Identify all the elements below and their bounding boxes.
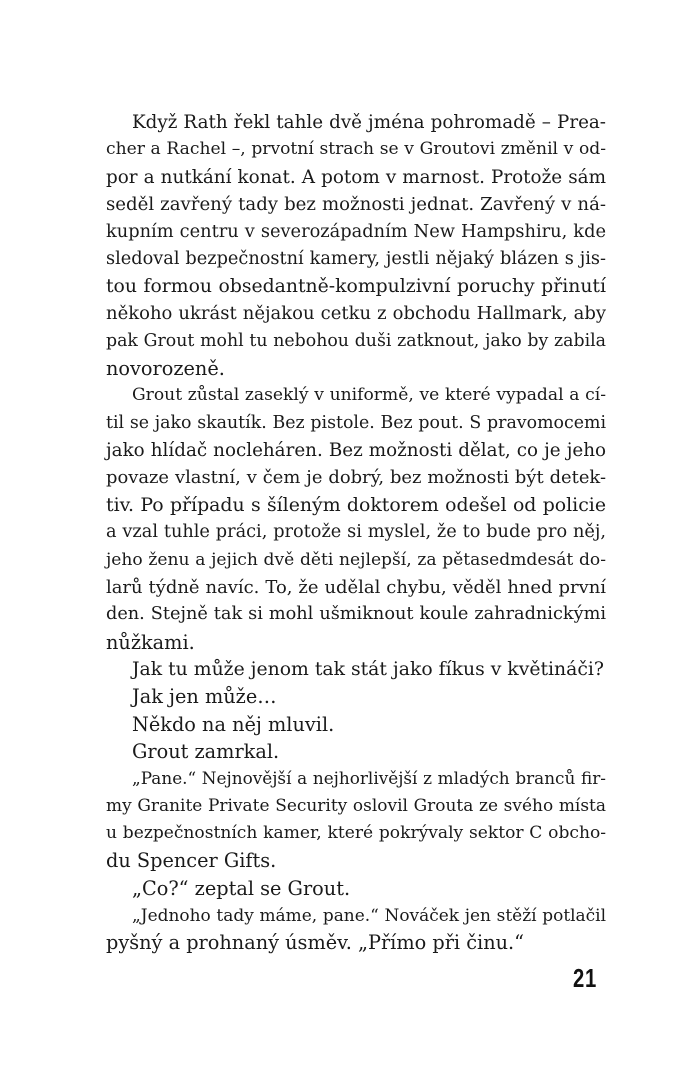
text-line: kupním centru v severozápadním New Hampshiru, kde bbox=[106, 221, 606, 243]
text-line: nůžkami. bbox=[106, 630, 195, 654]
text-line: Grout zůstal zaseklý v uniformě, ve které vypadal a cí- bbox=[132, 385, 606, 406]
text-line: til se jako skautík. Bez pistole. Bez pout. S pravomocemi bbox=[106, 412, 606, 433]
text-line: jako hlídač nocleháren. Bez možnosti dělat, co je jeho bbox=[106, 440, 606, 462]
text-line: „Co?“ zeptal se Grout. bbox=[132, 876, 351, 900]
text-line: cher a Rachel –, prvotní strach se v Groutovi změnil v od- bbox=[106, 139, 606, 160]
text-line: tiv. Po případu s šíleným doktorem odešel od policie bbox=[106, 493, 606, 516]
text-line: jeho ženu a jejich dvě děti nejlepší, za pětasedmdesát do- bbox=[106, 549, 606, 570]
text-line: Jak tu může jenom tak stát jako fíkus v květináči? bbox=[132, 658, 604, 680]
text-line: Grout zamrkal. bbox=[132, 739, 280, 763]
text-line: „Jednoho tady máme, pane.“ Nováček jen stěží potlačil bbox=[132, 904, 606, 925]
body-text bbox=[106, 109, 606, 957]
text-line: povaze vlastní, v čem je dobrý, bez možnosti být detek- bbox=[106, 467, 606, 489]
text-line: novorozeně. bbox=[106, 357, 225, 381]
text-line: my Granite Private Security oslovil Grouta ze svého místa bbox=[106, 795, 606, 816]
text-line: Jak jen může… bbox=[132, 685, 277, 709]
text-line: a vzal tuhle práci, protože si myslel, že to bude pro něj, bbox=[106, 522, 606, 543]
text-line: někoho ukrást nějakou cetku z obchodu Hallmark, aby bbox=[106, 303, 606, 325]
text-line: seděl zavřený tady bez možnosti jednat. Zavřený v ná- bbox=[106, 194, 606, 216]
text-line: pyšný a prohnaný úsměv. „Přímo při činu.“ bbox=[106, 931, 525, 955]
text-line: Někdo na něj mluvil. bbox=[132, 712, 335, 736]
text-line: pak Grout mohl tu nebohou duši zatknout, jako by zabila bbox=[106, 330, 606, 351]
text-line: por a nutkání konat. A potom v marnost. Protože sám bbox=[106, 166, 606, 188]
text-line: u bezpečnostních kamer, které pokrývaly sektor C obcho- bbox=[106, 822, 606, 843]
text-line: „Pane.“ Nejnovější a nejhorlivější z mladých branců fir- bbox=[132, 768, 606, 789]
text-line: du Spencer Gifts. bbox=[106, 849, 277, 873]
text-line: larů týdně navíc. To, že udělal chybu, věděl hned první bbox=[106, 576, 606, 598]
text-line: den. Stejně tak si mohl ušmiknout koule zahradnickými bbox=[106, 604, 606, 625]
text-line: tou formou obsedantně-kompulzivní poruchy přinutí bbox=[106, 276, 606, 298]
text-line: Když Rath řekl tahle dvě jména pohromadě – Prea- bbox=[132, 112, 606, 133]
text-line: sledoval bezpečnostní kamery, jestli nějaký blázen s jis- bbox=[106, 248, 606, 269]
page-number: 21 bbox=[573, 963, 598, 993]
